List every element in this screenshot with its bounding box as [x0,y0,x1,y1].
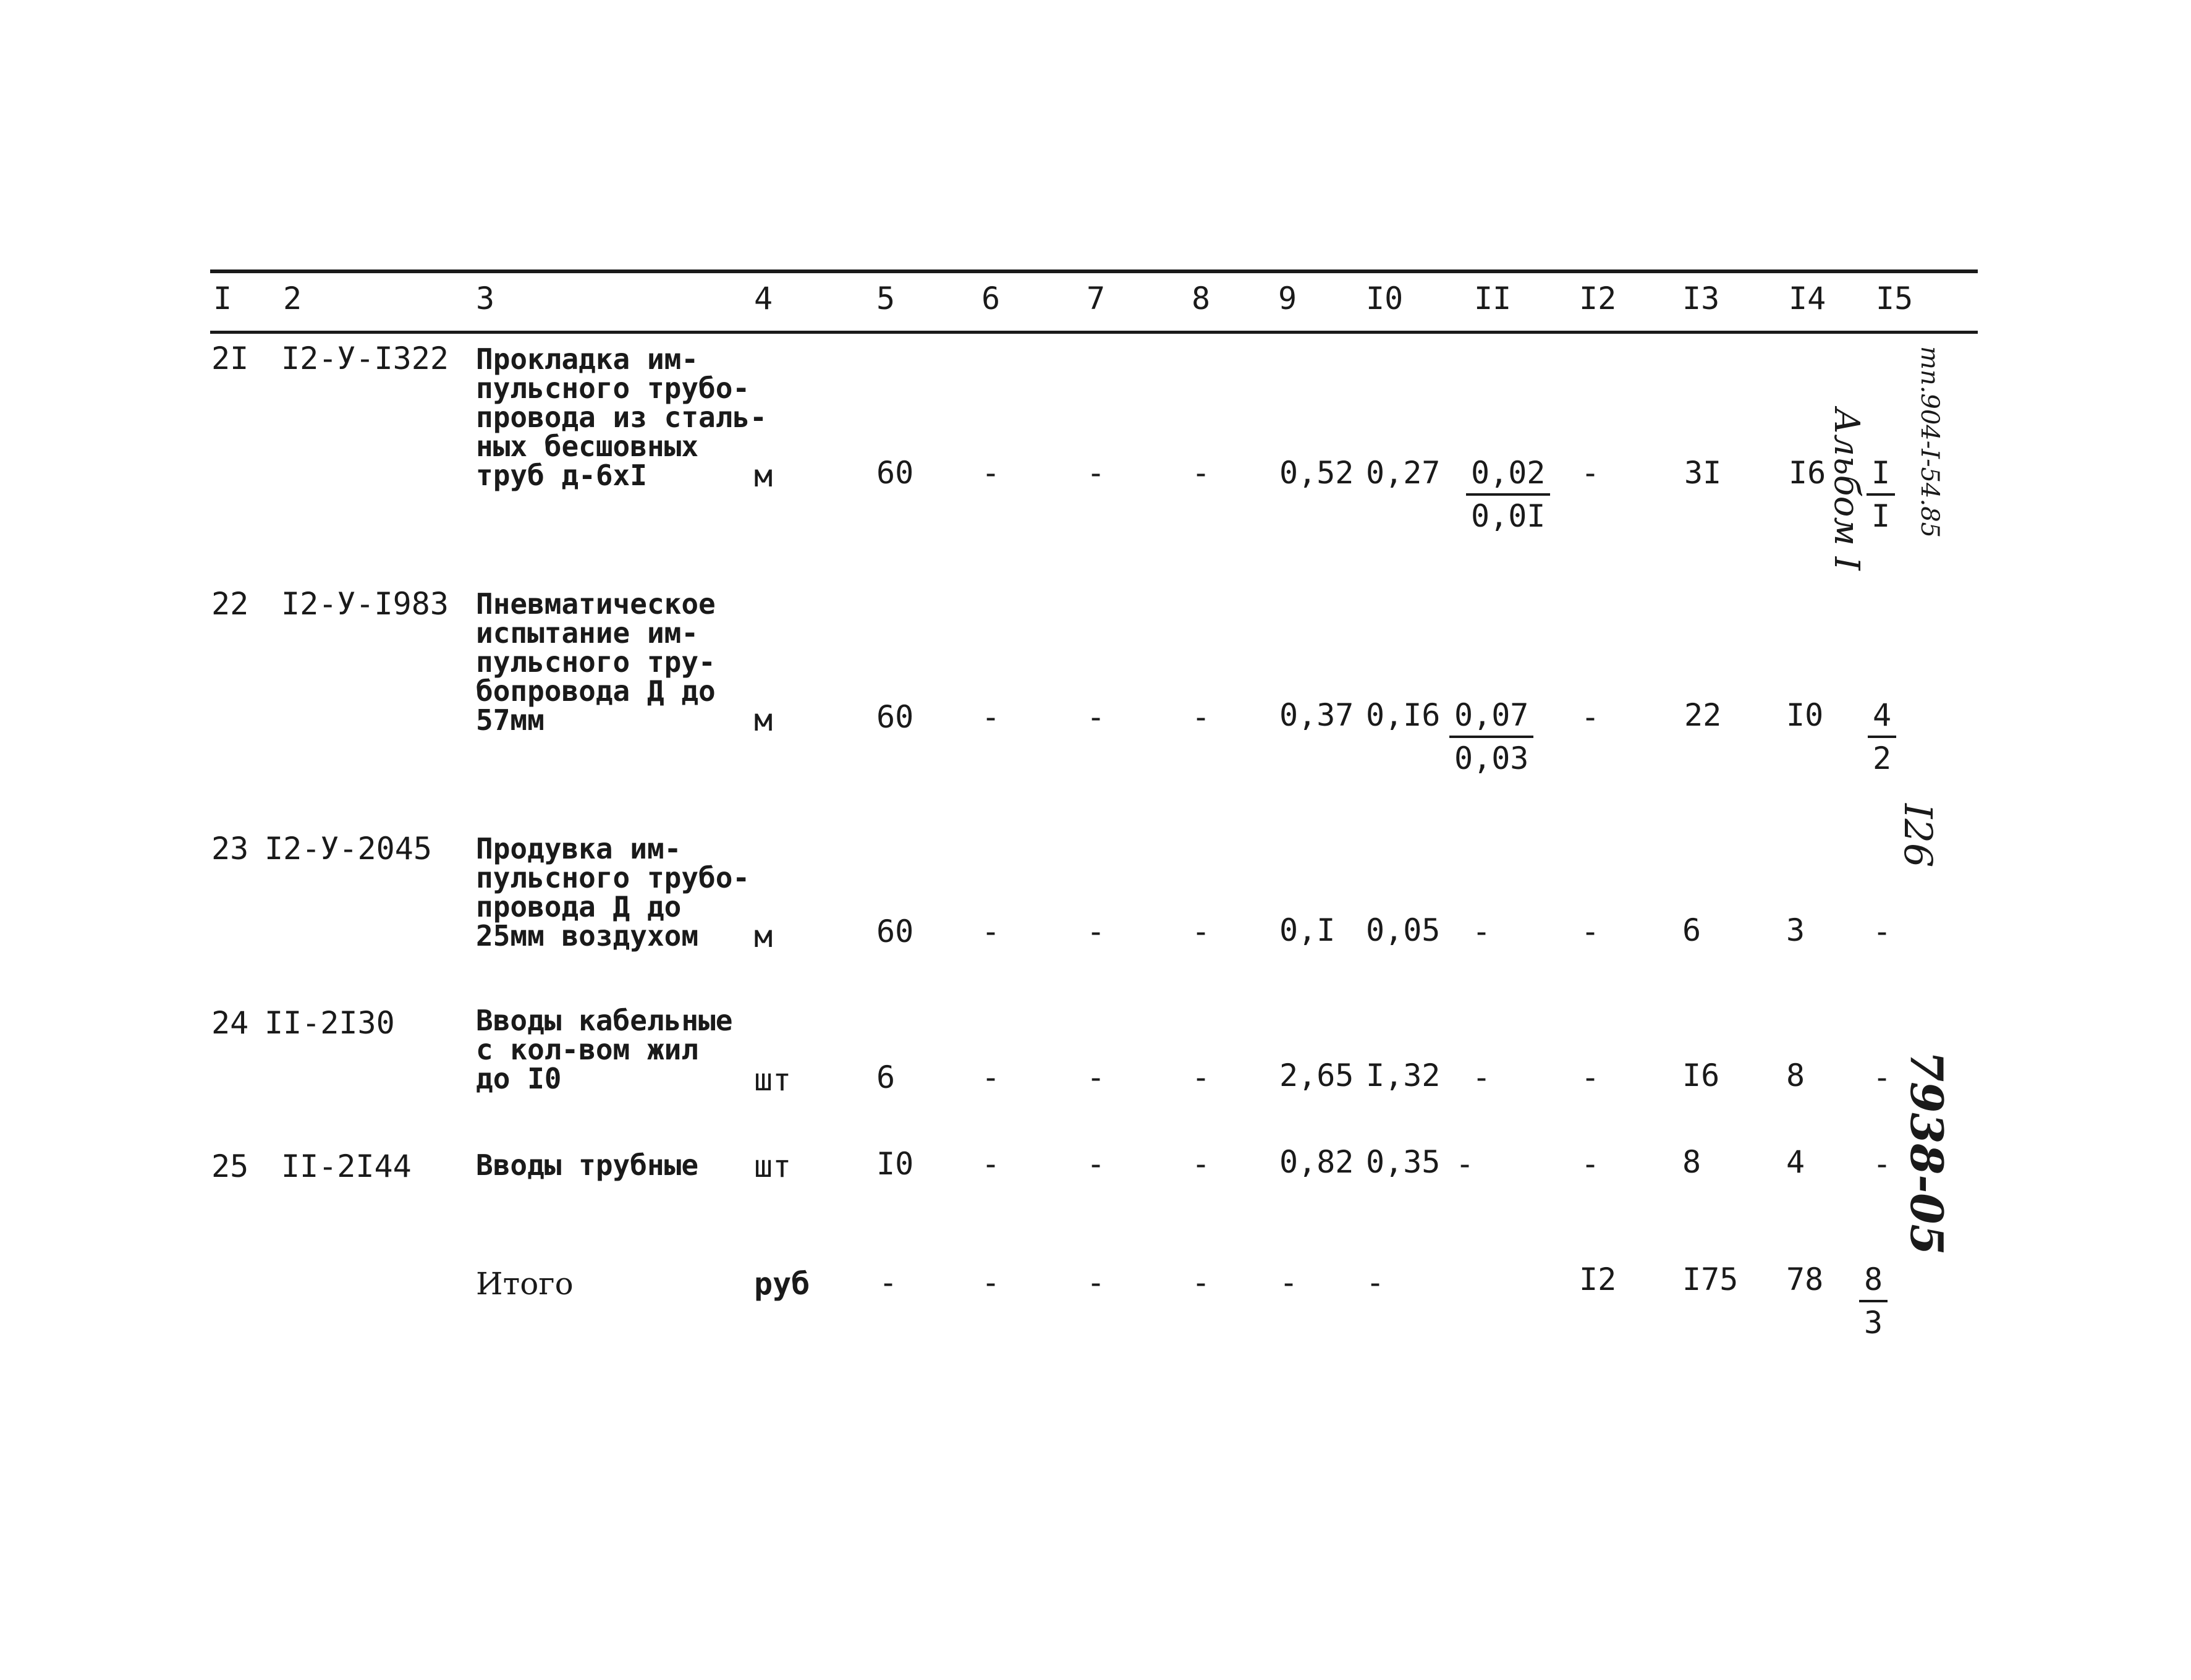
total-unit: руб [754,1266,810,1302]
fraction-numerator: 8 [1859,1264,1888,1302]
row-number: 23 [211,831,249,867]
header-col-14: I4 [1789,281,1826,316]
row-unit: м [754,458,773,494]
row-unit: шт [754,1148,792,1184]
row-code: I2-У-I983 [281,586,449,622]
row-col-7: - [1087,455,1106,491]
row-col-13: 6 [1682,912,1702,948]
total-col-9: - [1279,1265,1299,1300]
row-col-5: 60 [876,699,914,735]
header-col-10: I0 [1366,281,1404,316]
total-col-10: - [1366,1265,1385,1300]
header-col-11: II [1474,281,1512,316]
row-description: Вводы трубные [476,1148,699,1182]
header-col-7: 7 [1087,281,1106,316]
row-col-7: - [1087,1059,1106,1095]
row-description: Продувка им- пульсного трубо- провода Д до 25мм воздухом [476,832,750,952]
row-col-13: 22 [1684,697,1722,733]
row-col-15: - [1873,914,1892,949]
page-number-note: I26 [1896,804,1941,868]
header-col-15: I5 [1876,281,1913,316]
row-code: II-2I30 [265,1005,395,1041]
row-col-9: 0,37 [1279,697,1354,733]
fraction-numerator: 4 [1868,700,1896,738]
total-col-7: - [1087,1265,1106,1300]
row-col-7: - [1087,1146,1106,1182]
fraction-numerator: 0,07 [1449,700,1533,738]
row-col-6: - [981,914,1001,949]
row-col-5: 60 [876,914,914,949]
total-col-8: - [1192,1265,1211,1300]
header-col-13: I3 [1682,281,1720,316]
fraction-denominator: 3 [1864,1305,1883,1341]
header-col-6: 6 [981,281,1001,316]
fraction-denominator: 0,03 [1454,740,1529,776]
row-col-10: 0,35 [1366,1144,1441,1180]
row-col-8: - [1192,1059,1211,1095]
row-col-12: - [1581,1059,1600,1095]
row-col-14: 3 [1786,912,1805,948]
row-col-9: 0,52 [1279,455,1354,491]
row-col-10: I,32 [1366,1058,1441,1093]
row-col-12: - [1581,1146,1600,1182]
row-col-14: I6 [1789,455,1826,491]
row-number: 22 [211,586,249,622]
row-col-8: - [1192,699,1211,735]
row-col-12: - [1581,699,1600,735]
row-col-13: 8 [1682,1144,1702,1180]
top-rule [210,269,1978,273]
reference-note: тп.904-I-54.85 [1915,346,1944,538]
row-col-10: 0,05 [1366,912,1441,948]
header-col-5: 5 [876,281,896,316]
row-col-10: 0,I6 [1366,697,1441,733]
fraction-numerator: I [1867,457,1895,496]
row-col-11-fraction [1449,697,1533,776]
row-unit: м [754,918,773,954]
row-number: 24 [211,1005,249,1041]
row-col-7: - [1087,699,1106,735]
total-col-14: 78 [1786,1262,1824,1297]
row-col-6: - [981,1059,1001,1095]
total-col-12: I2 [1579,1262,1617,1297]
row-col-12: - [1581,455,1600,491]
row-col-6: - [981,455,1001,491]
row-col-9: 2,65 [1279,1058,1354,1093]
row-col-8: - [1192,455,1211,491]
row-col-11: - [1456,1146,1475,1182]
row-number: 2I [211,341,249,376]
total-col-5: - [879,1265,898,1300]
row-col-5: 6 [876,1059,896,1095]
row-col-6: - [981,699,1001,735]
row-col-11-fraction [1466,457,1550,532]
row-col-6: - [981,1146,1001,1182]
row-col-11: - [1472,1059,1491,1095]
row-col-5: 60 [876,455,914,491]
row-col-9: 0,I [1279,912,1336,948]
row-col-8: - [1192,914,1211,949]
total-col-13: I75 [1682,1262,1739,1297]
row-col-5: I0 [876,1146,914,1182]
total-col-6: - [981,1265,1001,1300]
row-code: I2-У-I322 [281,341,449,376]
header-col-2: 2 [283,281,302,316]
row-unit: шт [754,1062,792,1098]
fraction-numerator: 0,02 [1466,457,1550,496]
row-col-7: - [1087,914,1106,949]
row-col-13: I6 [1682,1058,1720,1093]
row-col-15-fraction [1868,697,1896,776]
row-col-15: - [1873,1146,1892,1182]
header-col-3: 3 [476,281,495,316]
row-col-15: - [1873,1059,1892,1095]
row-col-11: - [1472,914,1491,949]
header-rule [210,331,1978,334]
row-unit: м [754,702,773,738]
total-label: Итого [476,1266,574,1302]
row-col-14: 4 [1786,1144,1805,1180]
row-col-14: 8 [1786,1058,1805,1093]
row-description: Пневматическое испытание им- пульсного тру- бопровода Д до 57мм [476,587,716,737]
fraction-denominator: 2 [1873,740,1892,776]
fraction-denominator: 0,0I [1471,498,1546,534]
album-note: Альбом I [1826,408,1867,571]
header-col-12: I2 [1579,281,1617,316]
row-number: 25 [211,1148,249,1184]
row-description: Прокладка им- пульсного трубо- провода из сталь- ных бесшовных труб д-6хI [476,342,767,492]
row-code: II-2I44 [281,1148,412,1184]
row-col-14: I0 [1786,697,1824,733]
row-col-10: 0,27 [1366,455,1441,491]
row-col-15-fraction [1867,457,1895,532]
row-col-8: - [1192,1146,1211,1182]
document-number-note: 7938-05 [1901,1051,1953,1255]
fraction-denominator: I [1871,498,1891,534]
row-code: I2-У-2045 [265,831,432,867]
header-col-4: 4 [754,281,773,316]
row-col-9: 0,82 [1279,1144,1354,1180]
total-col-15-fraction [1859,1262,1888,1341]
header-col-1: I [213,281,232,316]
row-col-13: 3I [1684,455,1722,491]
row-description: Вводы кабельные с кол-вом жил до I0 [476,1004,733,1095]
header-col-9: 9 [1278,281,1297,316]
header-col-8: 8 [1192,281,1211,316]
row-col-12: - [1581,914,1600,949]
